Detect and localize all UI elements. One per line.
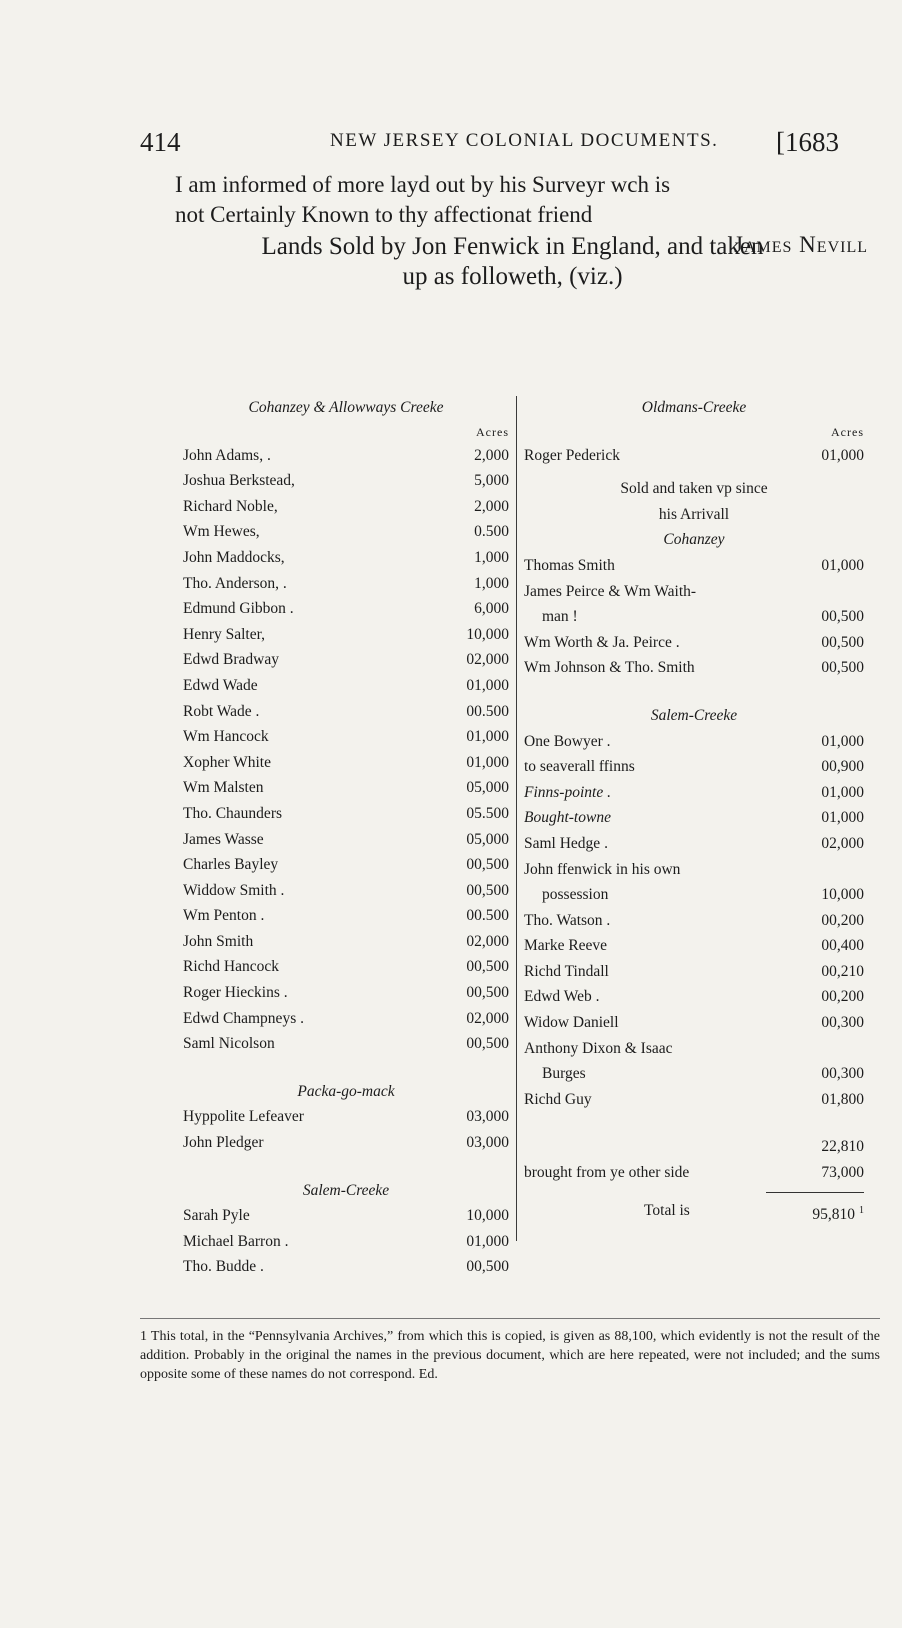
land-entry-row: [183, 878, 509, 904]
land-entry-row: [524, 655, 864, 681]
land-entry-row: [524, 604, 864, 630]
land-entry-row: [524, 1061, 864, 1087]
acreage-value: 00,900: [821, 758, 864, 776]
owner-name: Richd Guy: [524, 1090, 592, 1108]
acreage-value: 1,000: [474, 548, 509, 566]
brought-label: brought from ye other side: [524, 1164, 690, 1182]
owner-name: Widdow Smith .: [183, 881, 285, 899]
owner-name: Wm Johnson & Tho. Smith: [524, 659, 695, 677]
running-header: [0, 127, 902, 157]
acreage-value: 10,000: [466, 1207, 509, 1225]
land-entry-row: [524, 553, 864, 579]
land-entry-row: [183, 596, 509, 622]
right-column: [524, 395, 864, 1223]
land-entry-row: [183, 929, 509, 955]
acreage-value: 01,000: [821, 783, 864, 801]
acreage-value: 00,300: [821, 1065, 864, 1083]
acreage-value: 0.500: [474, 523, 509, 541]
note-line: Sold and taken vp since: [620, 480, 768, 498]
owner-name: Marke Reeve: [524, 937, 608, 955]
owner-name: Tho. Watson .: [524, 911, 611, 929]
acreage-value: 00,500: [466, 856, 509, 874]
land-entry-row: [183, 775, 509, 801]
land-entry-row: [183, 724, 509, 750]
land-entry-row: [524, 805, 864, 831]
land-list: [183, 1203, 509, 1280]
acreage-value: 02,000: [821, 834, 864, 852]
acreage-value: 00,500: [466, 958, 509, 976]
land-entry-row: [183, 571, 509, 597]
section-title: Cohanzey & Allowways Creeke: [248, 399, 444, 416]
land-entry-row: [183, 1031, 509, 1057]
land-entry-row: [183, 673, 509, 699]
section-title: Packa-go-mack: [297, 1082, 395, 1100]
land-entry-row: [183, 1006, 509, 1032]
land-entry-row: [183, 980, 509, 1006]
acreage-value: 00,200: [821, 911, 864, 929]
owner-name: Widow Daniell: [524, 1014, 619, 1032]
owner-name: possession: [542, 886, 609, 904]
acreage-value: 03,000: [466, 1134, 509, 1152]
letter-line: I am informed of more layd out by his Surveyr wch is: [175, 172, 671, 197]
subtotal-value: 22,810: [821, 1138, 864, 1156]
owner-name: James Wasse: [183, 830, 264, 848]
land-entry-row: [183, 852, 509, 878]
owner-name: Xopher White: [183, 753, 271, 771]
land-entry-row: [524, 959, 864, 985]
acreage-value: 00,400: [821, 937, 864, 955]
section-title: Salem-Creeke: [650, 706, 738, 724]
acreage-value: 02,000: [466, 932, 509, 950]
section-title: Salem-Creeke: [302, 1181, 390, 1199]
land-entry-row: [183, 903, 509, 929]
land-entry-row: [524, 729, 864, 755]
section-title: Cohanzey: [663, 531, 725, 549]
owner-name: Richard Noble,: [183, 497, 278, 515]
owner-name: Tho. Anderson, .: [183, 574, 287, 592]
land-entry-row: [524, 908, 864, 934]
owner-name: Henry Salter,: [183, 625, 266, 643]
land-entry-row: [183, 647, 509, 673]
land-entry-row: [524, 443, 864, 469]
land-entry-row: [183, 1130, 509, 1156]
note-line: his Arrivall: [658, 505, 730, 523]
acreage-value: 00,500: [466, 1258, 509, 1276]
owner-name: Wm Penton .: [183, 907, 265, 925]
acreage-value: 00,500: [466, 881, 509, 899]
footnote-marker: 1: [859, 1204, 864, 1216]
acreage-value: 01,000: [821, 809, 864, 827]
owner-name: Edwd Champneys .: [183, 1009, 304, 1027]
acreage-value: 00,500: [466, 1035, 509, 1053]
acreage-value: 02,000: [466, 1009, 509, 1027]
owner-name: Saml Hedge .: [524, 834, 608, 852]
owner-name: John Maddocks,: [183, 548, 285, 566]
land-entry-row: [183, 1104, 509, 1130]
acreage-value: 02,000: [466, 651, 509, 669]
owner-name: Saml Nicolson: [183, 1035, 275, 1053]
owner-name: Wm Worth & Ja. Peirce .: [524, 633, 680, 651]
owner-name: Charles Bayley: [183, 856, 279, 874]
heading-line: Lands Sold by Jon Fenwick in England, and taken: [261, 233, 764, 260]
column-divider: [516, 396, 517, 1241]
acreage-value: 01,800: [821, 1090, 864, 1108]
acreage-value: 01,000: [821, 446, 864, 464]
acres-label: Acres: [831, 424, 864, 439]
subtotal-row: [524, 1134, 864, 1160]
owner-name: Richd Hancock: [183, 958, 279, 976]
owner-name: Joshua Berkstead,: [183, 472, 295, 490]
land-entry-row: [524, 1010, 864, 1036]
owner-name: Michael Barron .: [183, 1232, 289, 1250]
land-entry-row: [183, 494, 509, 520]
land-entry-row: [524, 630, 864, 656]
owner-name: Wm Hewes,: [183, 523, 260, 541]
acreage-value: 05,000: [466, 779, 509, 797]
land-entry-row: [183, 1203, 509, 1229]
land-list: [183, 1104, 509, 1155]
owner-name: Burges: [542, 1065, 586, 1083]
owner-name: Roger Hieckins .: [183, 984, 288, 1002]
owner-name: Sarah Pyle: [183, 1207, 250, 1225]
acreage-value: 03,000: [466, 1108, 509, 1126]
owner-name: to seaverall ffinns: [524, 758, 635, 776]
owner-name: John Pledger: [183, 1134, 264, 1152]
land-entry-row: [183, 443, 509, 469]
owner-name: Finns-pointe .: [524, 783, 611, 801]
land-entry-row: [524, 1036, 864, 1062]
owner-name: John ffenwick in his own: [524, 860, 681, 878]
acreage-value: 00,210: [821, 962, 864, 980]
land-entry-row: [183, 827, 509, 853]
owner-name: Anthony Dixon & Isaac: [524, 1039, 673, 1057]
land-entry-row: [183, 622, 509, 648]
owner-name: man !: [542, 608, 578, 626]
land-entry-row: [183, 1229, 509, 1255]
acreage-value: 00,300: [821, 1014, 864, 1032]
acreage-value: 5,000: [474, 472, 509, 490]
land-entry-row: [183, 699, 509, 725]
acreage-value: 05,000: [466, 830, 509, 848]
acreage-value: 05.500: [466, 804, 509, 822]
land-entry-row: [183, 468, 509, 494]
footnote-divider: [140, 1318, 880, 1319]
land-list: [524, 729, 864, 1113]
running-title: NEW JERSEY COLONIAL DOCUMENTS.: [330, 130, 719, 151]
land-entry-row: [524, 780, 864, 806]
land-list: [524, 443, 864, 469]
land-entry-row: [183, 801, 509, 827]
owner-name: Wm Malsten: [183, 779, 264, 797]
page-number: 414: [140, 127, 181, 157]
land-entry-row: [524, 831, 864, 857]
acreage-value: 01,000: [466, 753, 509, 771]
acreage-value: 2,000: [474, 497, 509, 515]
acreage-value: 00,500: [466, 984, 509, 1002]
land-entry-row: [183, 519, 509, 545]
heading-line: up as followeth, (viz.): [402, 263, 623, 290]
brought-forward-row: [524, 1160, 864, 1186]
acres-label: Acres: [476, 424, 509, 439]
letter-line: not Certainly Known to thy affectionat friend: [175, 202, 593, 227]
owner-name: John Smith: [183, 932, 254, 950]
acreage-value: 00,200: [821, 988, 864, 1006]
acreage-value: 00,500: [821, 633, 864, 651]
owner-name: Hyppolite Lefeaver: [183, 1108, 304, 1126]
land-entry-row: [524, 882, 864, 908]
owner-name: Edwd Bradway: [183, 651, 279, 669]
land-list: [183, 443, 509, 1057]
acreage-value: 00.500: [466, 702, 509, 720]
acreage-value: 01,000: [821, 556, 864, 574]
land-entry-row: [524, 1087, 864, 1113]
section-title: Oldmans-Creeke: [641, 399, 747, 416]
section-heading: [140, 232, 885, 292]
acreage-value: 2,000: [474, 446, 509, 464]
total-label: Total is: [644, 1201, 690, 1219]
land-entry-row: [183, 954, 509, 980]
owner-name: James Peirce & Wm Waith-: [524, 582, 697, 600]
acreage-value: 00,500: [821, 659, 864, 677]
page-year: [1683: [776, 127, 839, 157]
acreage-value: 01,000: [466, 728, 509, 746]
acreage-value: 01,000: [466, 676, 509, 694]
total-row: [524, 1198, 864, 1224]
acreage-value: 10,000: [466, 625, 509, 643]
owner-name: One Bowyer .: [524, 732, 611, 750]
owner-name: Wm Hancock: [183, 728, 269, 746]
left-column: [183, 395, 509, 1280]
land-entry-row: [183, 1254, 509, 1280]
land-entry-row: [524, 933, 864, 959]
owner-name: Edwd Web .: [524, 988, 600, 1006]
owner-name: Bought-towne: [524, 809, 611, 827]
owner-name: Edwd Wade: [183, 676, 258, 694]
owner-name: Tho. Budde .: [183, 1258, 264, 1276]
acreage-value: 10,000: [821, 886, 864, 904]
sum-rule: [524, 1186, 864, 1198]
acreage-value: 1,000: [474, 574, 509, 592]
owner-name: Thomas Smith: [524, 556, 615, 574]
land-entry-row: [524, 754, 864, 780]
owner-name: Richd Tindall: [524, 962, 609, 980]
land-entry-row: [183, 750, 509, 776]
land-list: [524, 553, 864, 681]
total-value: 95,810: [812, 1205, 855, 1223]
owner-name: John Adams, .: [183, 446, 271, 464]
owner-name: Robt Wade .: [183, 702, 260, 720]
acreage-value: 00,500: [821, 608, 864, 626]
owner-name: Roger Pederick: [524, 446, 620, 464]
footnote: 1 This total, in the “Pennsylvania Archives,” from which this is copied, is given as 88,100, which evidently is not the result of the addition. Probably in the original the names in the previous document, which are here repeated, were not included; and the sums opposite some of these names do not correspond. Ed.: [140, 1329, 880, 1382]
acreage-value: 01,000: [821, 732, 864, 750]
land-entry-row: [524, 857, 864, 883]
land-entry-row: [524, 984, 864, 1010]
signature: James Nevill: [734, 232, 868, 257]
owner-name: Edmund Gibbon .: [183, 600, 294, 618]
land-entry-row: [524, 579, 864, 605]
acreage-value: 00.500: [466, 907, 509, 925]
land-entry-row: [183, 545, 509, 571]
acreage-value: 01,000: [466, 1232, 509, 1250]
acreage-value: 6,000: [474, 600, 509, 618]
brought-value: 73,000: [821, 1164, 864, 1182]
owner-name: Tho. Chaunders: [183, 804, 283, 822]
